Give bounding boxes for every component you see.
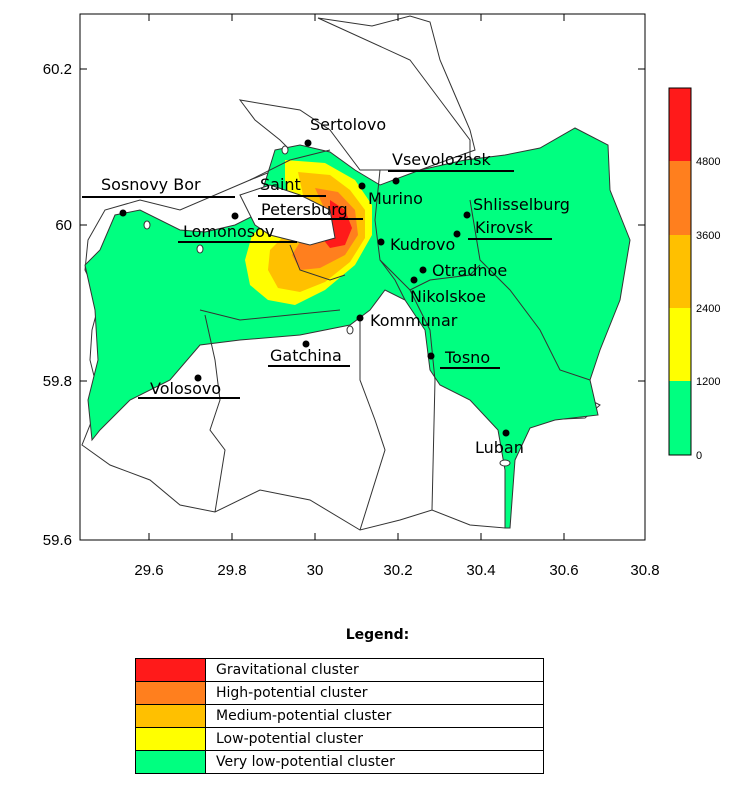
city-marker-sertolovo <box>305 140 312 147</box>
legend-swatch-high <box>136 682 206 705</box>
city-label-kudrovo: Kudrovo <box>390 235 456 254</box>
legend-label: Medium-potential cluster <box>206 705 544 728</box>
city-label-vsevolozhsk: Vsevolozhsk <box>392 150 491 169</box>
legend-label: Gravitational cluster <box>206 659 544 682</box>
city-label-luban: Luban <box>475 438 524 457</box>
y-tick-labels <box>43 61 72 549</box>
x-tick-labels <box>134 562 659 579</box>
city-marker-luban <box>503 430 510 437</box>
city-label-nikolskoe: Nikolskoe <box>410 287 487 306</box>
colorbar-label: 4800 <box>696 156 721 168</box>
legend-row <box>136 728 544 751</box>
legend-title: Legend: <box>345 627 410 643</box>
colorbar-label: 1200 <box>696 376 721 388</box>
city-marker-tosno <box>428 353 435 360</box>
colorbar-band-high <box>669 161 691 235</box>
city-marker-sosnovy-bor <box>120 210 127 217</box>
x-tick-label: 30 <box>306 562 324 579</box>
city-marker-nikolskoe <box>411 277 418 284</box>
y-tick-label: 59.8 <box>42 373 72 390</box>
city-label-gatchina: Gatchina <box>270 346 342 365</box>
city-label-shlisselburg: Shlisselburg <box>473 195 570 214</box>
city-marker-lomonosov <box>232 213 239 220</box>
y-tick-label: 59.6 <box>42 532 72 549</box>
legend-table <box>135 658 544 774</box>
city-label-petersburg: Petersburg <box>261 200 348 219</box>
x-tick-label: 29.8 <box>217 562 247 579</box>
city-label-kirovsk: Kirovsk <box>475 218 534 237</box>
city-label-kommunar: Kommunar <box>370 311 458 330</box>
colorbar <box>669 88 720 462</box>
colorbar-band-medium <box>669 235 691 308</box>
legend-label: Low-potential cluster <box>206 728 544 751</box>
legend-swatch-very-low <box>136 751 206 774</box>
x-tick-label: 30.8 <box>630 562 660 579</box>
colorbar-label: 3600 <box>696 230 721 242</box>
city-label-lomonosov: Lomonosov <box>183 222 275 241</box>
legend-row <box>136 751 544 774</box>
x-tick-label: 30.6 <box>549 562 579 579</box>
city-marker-shlisselburg <box>464 212 471 219</box>
city-label-tosno: Tosno <box>445 348 491 367</box>
city-marker-murino <box>359 183 366 190</box>
legend-row <box>136 682 544 705</box>
colorbar-label: 2400 <box>696 303 721 315</box>
legend-swatch-low <box>136 728 206 751</box>
y-tick-label: 60.2 <box>42 61 72 78</box>
colorbar-label: 0 <box>696 450 703 462</box>
legend-row <box>136 659 544 682</box>
city-marker-otradnoe <box>420 267 427 274</box>
city-marker-vsevolozhsk <box>393 178 400 185</box>
city-label-volosovo: Volosovo <box>150 379 222 398</box>
colorbar-band-very-low <box>669 381 691 455</box>
city-label-sertolovo: Sertolovo <box>310 115 387 134</box>
city-label-saint: Saint <box>260 175 301 194</box>
city-label-murino: Murino <box>368 189 423 208</box>
city-label-otradnoe: Otradnoe <box>432 261 508 280</box>
x-tick-label: 29.6 <box>134 562 164 579</box>
legend-swatch-medium <box>136 705 206 728</box>
colorbar-band-low <box>669 308 691 381</box>
city-label-sosnovy-bor: Sosnovy Bor <box>101 175 201 194</box>
x-tick-label: 30.2 <box>383 562 413 579</box>
legend-label: Very low-potential cluster <box>206 751 544 774</box>
legend-row <box>136 705 544 728</box>
x-tick-label: 30.4 <box>466 562 496 579</box>
legend-label: High-potential cluster <box>206 682 544 705</box>
city-marker-kommunar <box>357 315 364 322</box>
y-tick-label: 60 <box>55 217 72 234</box>
legend-swatch-gravitational <box>136 659 206 682</box>
colorbar-band-gravitational <box>669 88 691 161</box>
city-marker-kudrovo <box>378 239 385 246</box>
